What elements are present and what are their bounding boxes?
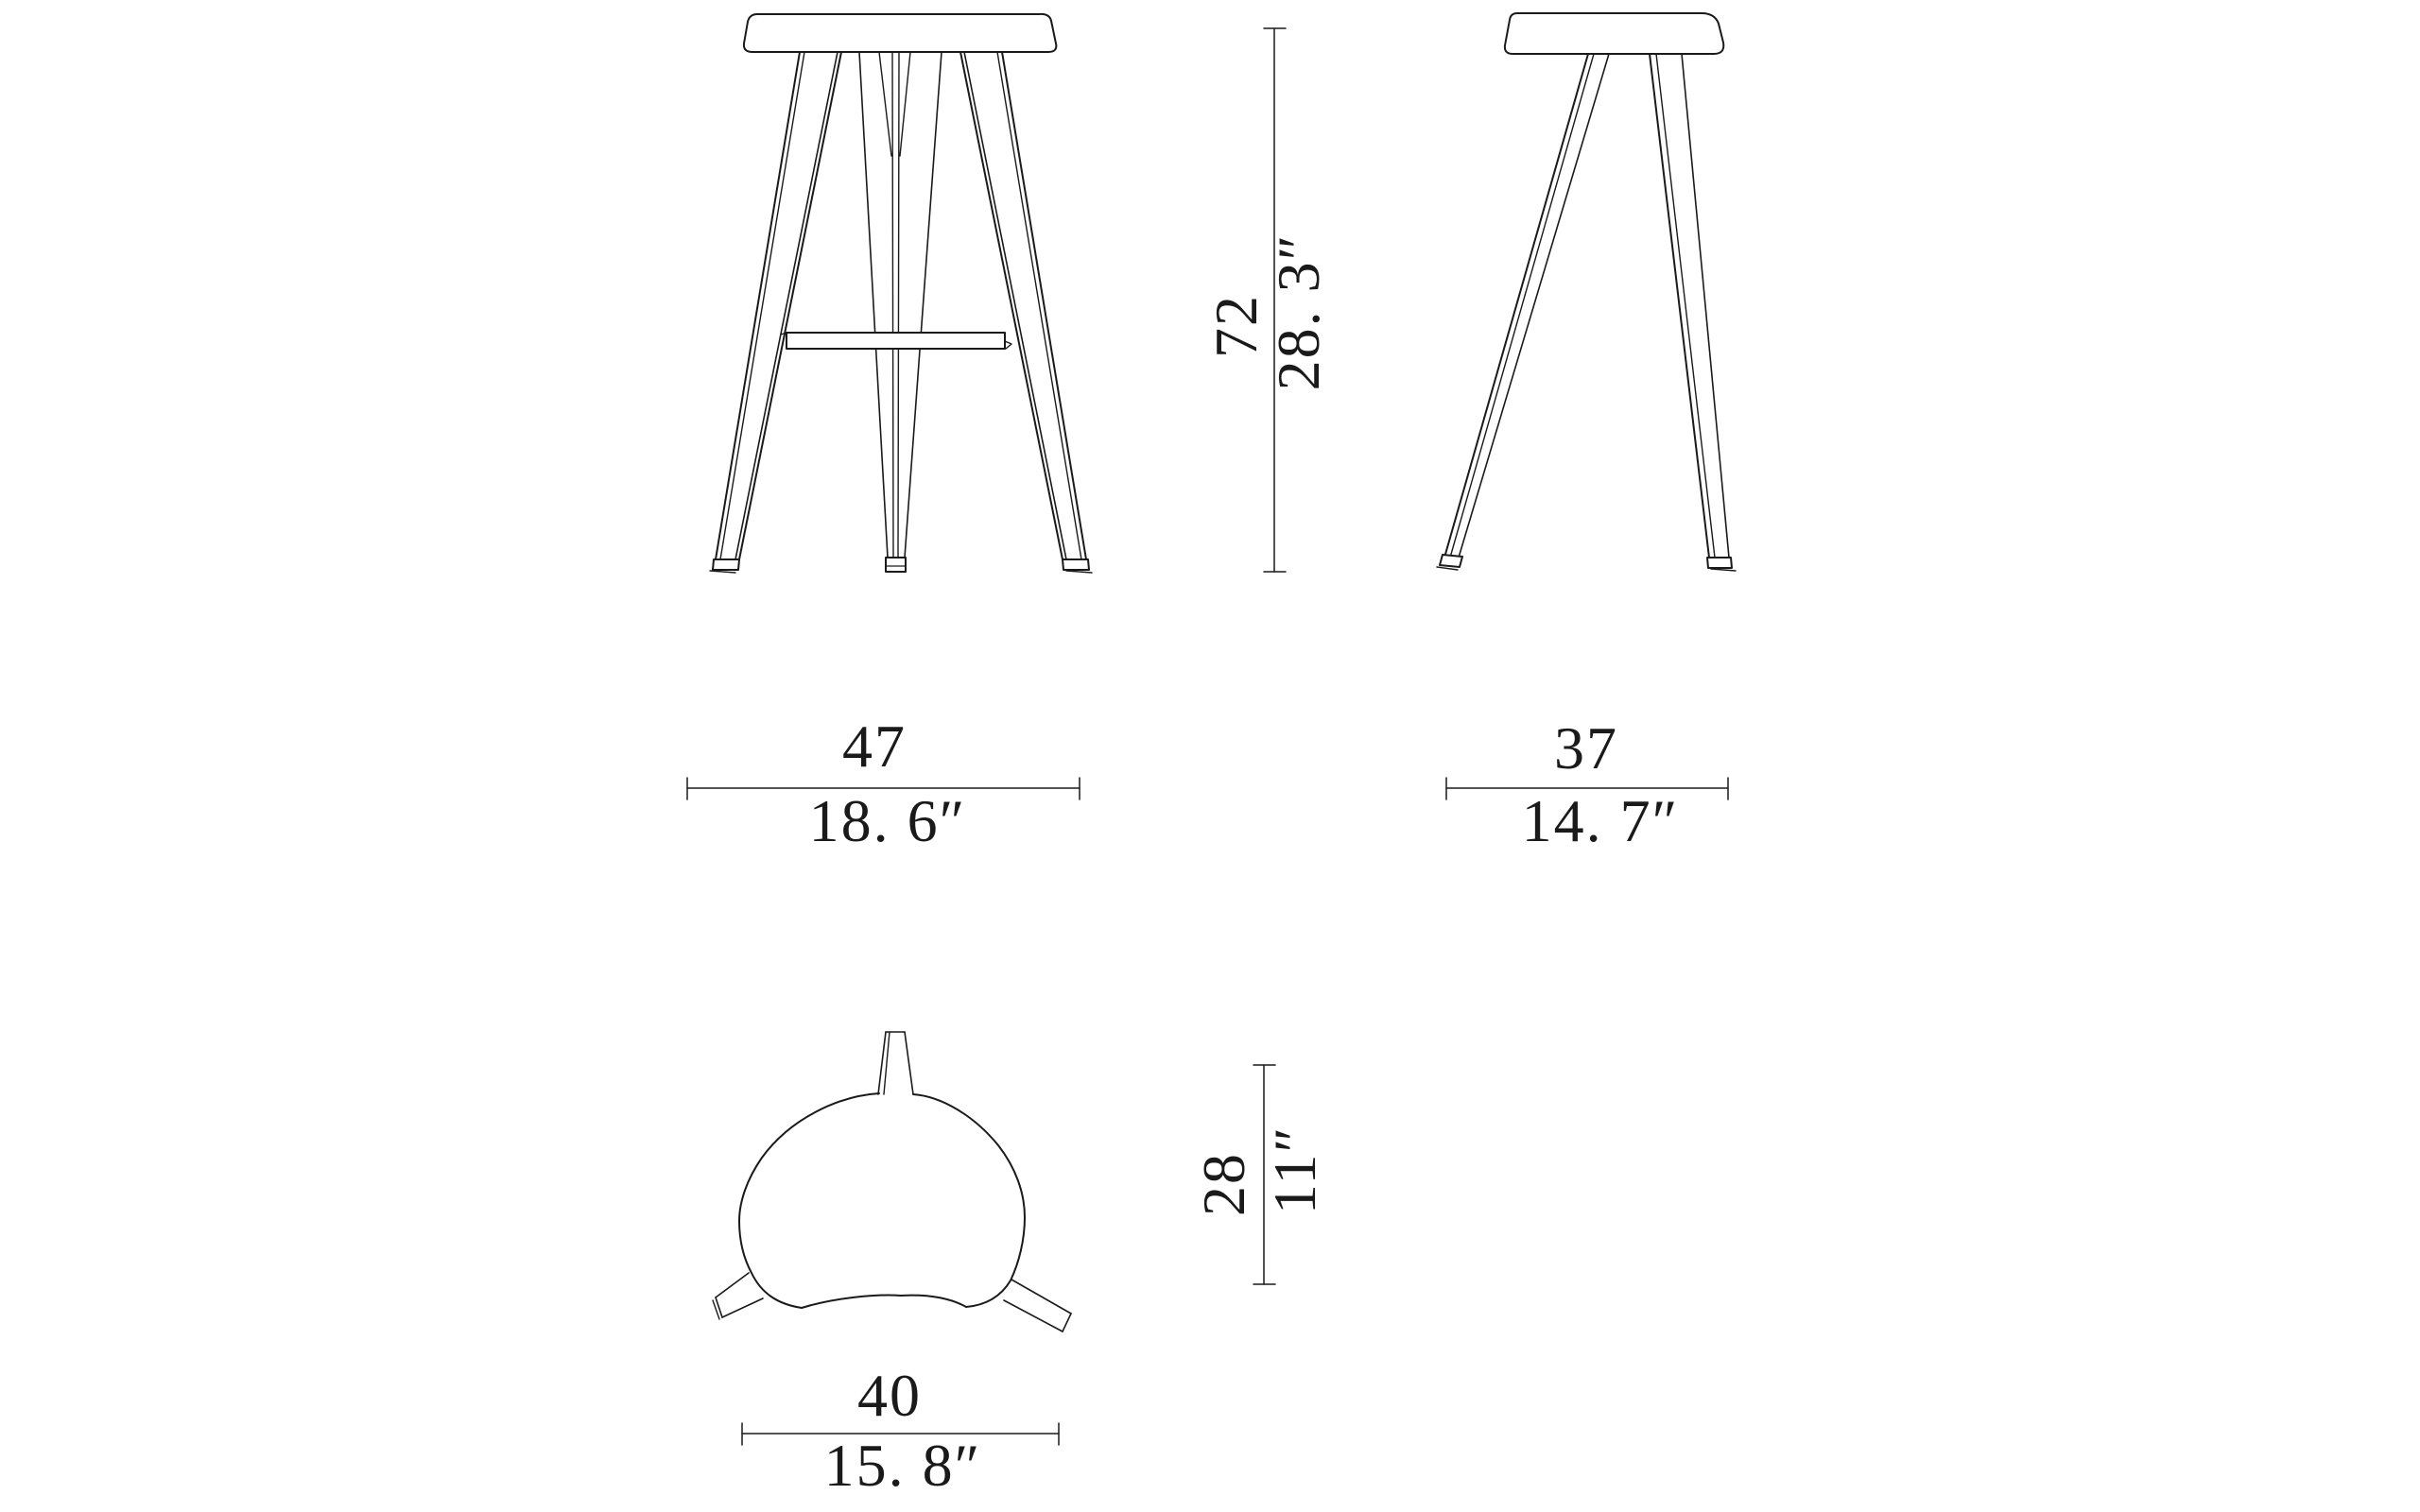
- top-view-drawing: [713, 1032, 1071, 1332]
- top-depth-imperial-label: 11″: [1261, 1125, 1328, 1215]
- height-imperial-label: 28. 3″: [1265, 232, 1332, 391]
- top-width-metric-label: 40: [857, 1362, 922, 1429]
- height-metric-label: 72: [1202, 294, 1270, 358]
- top-width-imperial-label: 15. 8″: [823, 1432, 982, 1499]
- front-width-metric-label: 47: [842, 713, 907, 780]
- front-width-imperial-label: 18. 6″: [808, 787, 967, 854]
- side-depth-metric-label: 37: [1554, 714, 1618, 782]
- front-view-drawing: [710, 14, 1092, 573]
- top-depth-metric-label: 28: [1190, 1152, 1257, 1216]
- side-depth-imperial-label: 14. 7″: [1521, 787, 1680, 854]
- side-view-drawing: [1437, 13, 1736, 571]
